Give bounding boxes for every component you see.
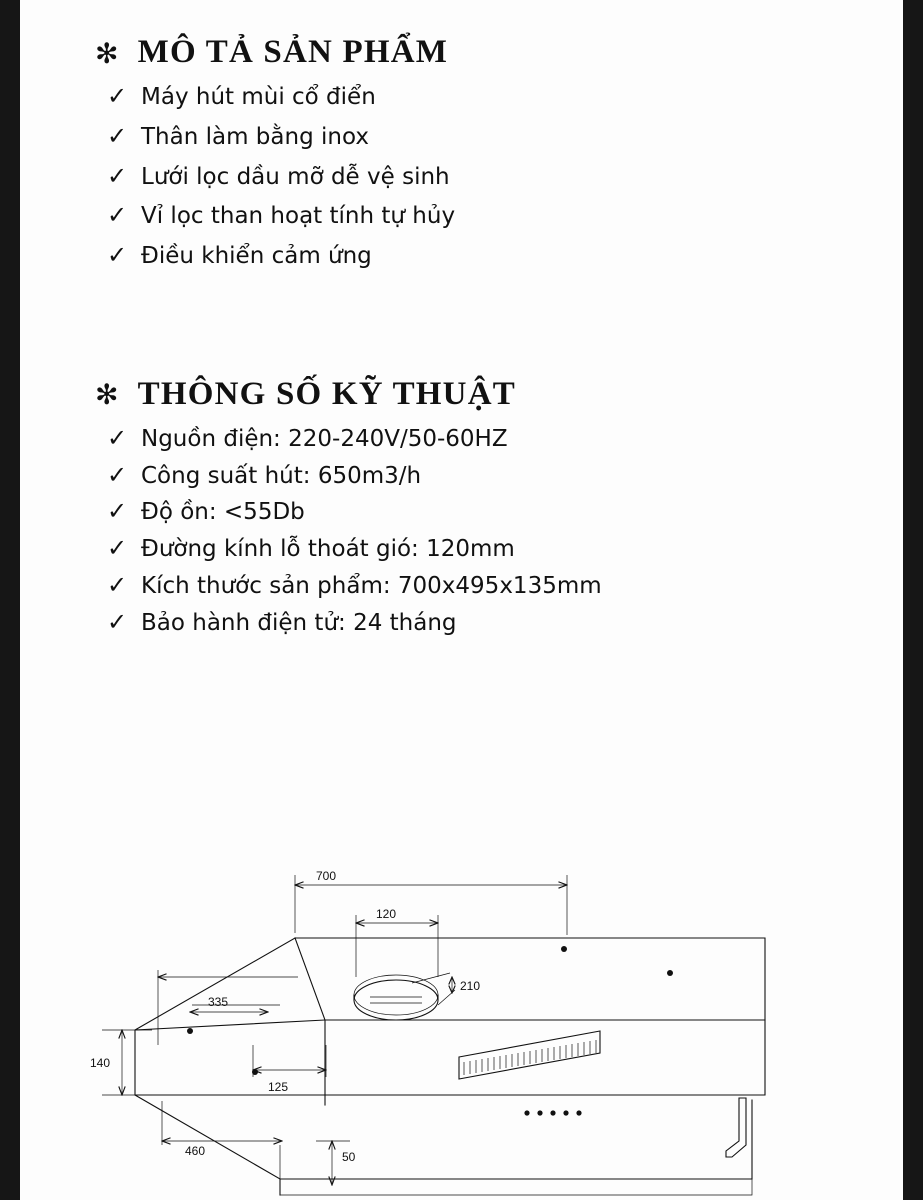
dim-210: 210 (460, 979, 481, 993)
list-item (107, 611, 903, 637)
asterisk-icon: ✻ (95, 380, 120, 412)
section-product-description (20, 0, 903, 270)
check-icon: ✓ (107, 84, 128, 110)
section-title-text: THÔNG SỐ KỸ THUẬT (137, 375, 516, 412)
list-item-label: Nguồn điện: 220-240V/50-60HZ (141, 425, 508, 452)
section-technical-specs (20, 284, 903, 637)
section-title-text: MÔ TẢ SẢN PHẨM (137, 34, 449, 70)
list-item-label: Đường kính lỗ thoát gió: 120mm (141, 536, 515, 562)
section-heading-technical-specs (95, 376, 903, 413)
dim-700: 700 (316, 869, 337, 883)
technical-specs-list (95, 427, 903, 637)
product-description-list (95, 85, 903, 270)
dim-50: 50 (342, 1150, 356, 1164)
list-item (107, 427, 903, 453)
document-content (20, 0, 903, 1200)
check-icon: ✓ (107, 462, 128, 489)
asterisk-icon: ✻ (95, 38, 120, 70)
check-icon: ✓ (107, 203, 128, 230)
dim-140: 140 (90, 1056, 111, 1070)
list-item-label: Vỉ lọc than hoạt tính tự hủy (141, 203, 456, 230)
list-item (107, 204, 903, 230)
check-icon: ✓ (107, 572, 128, 599)
list-item-label: Thân làm bằng inox (141, 123, 369, 150)
check-icon: ✓ (107, 243, 128, 269)
check-icon: ✓ (107, 163, 128, 190)
list-item (107, 125, 903, 151)
left-margin-band (0, 0, 20, 1200)
list-item (107, 464, 903, 490)
list-item (107, 165, 903, 191)
check-icon: ✓ (107, 123, 128, 150)
list-item-label: Điều khiển cảm ứng (141, 243, 372, 269)
list-item (107, 85, 903, 111)
check-icon: ✓ (107, 536, 128, 562)
check-icon: ✓ (107, 499, 128, 526)
check-icon: ✓ (107, 425, 128, 452)
dim-335: 335 (208, 995, 229, 1009)
list-item (107, 244, 903, 270)
list-item-label: Bảo hành điện tử: 24 tháng (141, 609, 457, 636)
technical-drawing (40, 845, 883, 1200)
list-item-label: Độ ồn: <55Db (141, 499, 305, 526)
check-icon: ✓ (107, 609, 128, 636)
section-heading-product-description (95, 34, 903, 71)
list-item-label: Máy hút mùi cổ điển (141, 84, 376, 110)
list-item (107, 537, 903, 563)
dim-125: 125 (268, 1080, 289, 1094)
list-item-label: Công suất hút: 650m3/h (141, 462, 422, 489)
list-item-label: Lưới lọc dầu mỡ dễ vệ sinh (141, 163, 450, 190)
list-item-label: Kích thước sản phẩm: 700x495x135mm (141, 572, 602, 599)
dim-120: 120 (376, 907, 397, 921)
dim-460: 460 (185, 1144, 206, 1158)
right-margin-band (903, 0, 923, 1200)
list-item (107, 500, 903, 526)
list-item (107, 574, 903, 600)
